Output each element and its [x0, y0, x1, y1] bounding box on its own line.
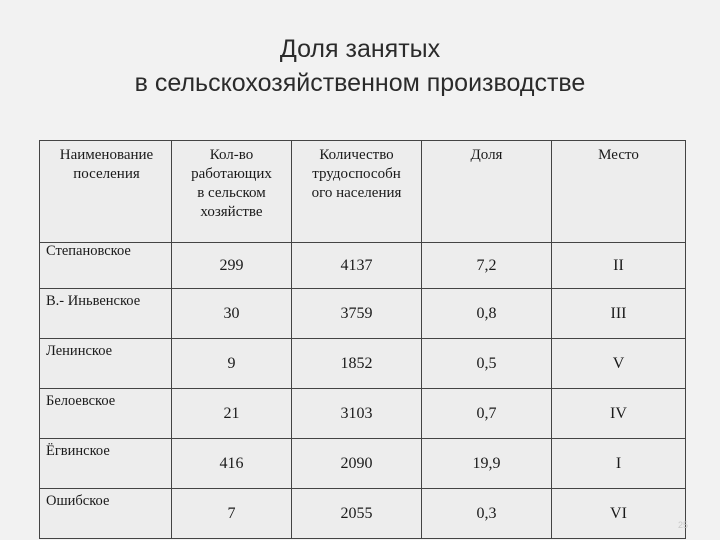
cell-place: II [552, 243, 686, 289]
cell-settlement-name: Ленинское [40, 339, 172, 389]
header-agri-workers [172, 141, 292, 243]
table-row [40, 439, 686, 489]
cell-place: V [552, 339, 686, 389]
cell-workers: 30 [172, 289, 292, 339]
table-row [40, 339, 686, 389]
table-row [40, 389, 686, 439]
cell-settlement-name: Ошибское [40, 489, 172, 539]
header-text: поселения [73, 166, 140, 182]
header-text: Кол-во [209, 147, 254, 163]
cell-population: 1852 [292, 339, 422, 389]
cell-population: 2090 [292, 439, 422, 489]
header-working-age-population [292, 141, 422, 243]
header-place [552, 141, 686, 243]
cell-place: I [552, 439, 686, 489]
cell-share: 19,9 [422, 439, 552, 489]
header-text: Наименование [59, 147, 154, 163]
page-number: 25 [677, 520, 688, 530]
cell-workers: 21 [172, 389, 292, 439]
cell-population: 2055 [292, 489, 422, 539]
cell-place: III [552, 289, 686, 339]
table-row [40, 243, 686, 289]
slide-title-line-2: в сельскохозяйственном производстве [134, 69, 586, 97]
cell-share: 0,3 [422, 489, 552, 539]
cell-settlement-name: Ёгвинское [40, 439, 172, 489]
table-row [40, 289, 686, 339]
cell-settlement-name: В.- Иньвенское [40, 289, 172, 339]
slide-title-line-1: Доля занятых [279, 35, 441, 63]
cell-share: 0,5 [422, 339, 552, 389]
cell-place: IV [552, 389, 686, 439]
header-text: Место [598, 147, 639, 163]
table-header-row [40, 141, 686, 243]
cell-population: 4137 [292, 243, 422, 289]
cell-settlement-name: Белоевское [40, 389, 172, 439]
cell-place: VI [552, 489, 686, 539]
header-text: ого населения [311, 185, 402, 201]
header-text: хозяйстве [200, 204, 263, 220]
header-text: в сельском [197, 185, 266, 201]
header-settlement-name [40, 141, 172, 243]
cell-workers: 416 [172, 439, 292, 489]
employment-share-table [39, 140, 686, 539]
header-text: работающих [191, 166, 272, 182]
cell-settlement-name: Степановское [40, 243, 172, 289]
slide-title [0, 32, 720, 100]
cell-population: 3759 [292, 289, 422, 339]
cell-share: 0,8 [422, 289, 552, 339]
cell-workers: 9 [172, 339, 292, 389]
header-share [422, 141, 552, 243]
header-text: трудоспособн [312, 166, 401, 182]
cell-workers: 299 [172, 243, 292, 289]
cell-workers: 7 [172, 489, 292, 539]
table-row [40, 489, 686, 539]
cell-share: 0,7 [422, 389, 552, 439]
cell-share: 7,2 [422, 243, 552, 289]
cell-population: 3103 [292, 389, 422, 439]
header-text: Доля [470, 147, 503, 163]
header-text: Количество [319, 147, 394, 163]
